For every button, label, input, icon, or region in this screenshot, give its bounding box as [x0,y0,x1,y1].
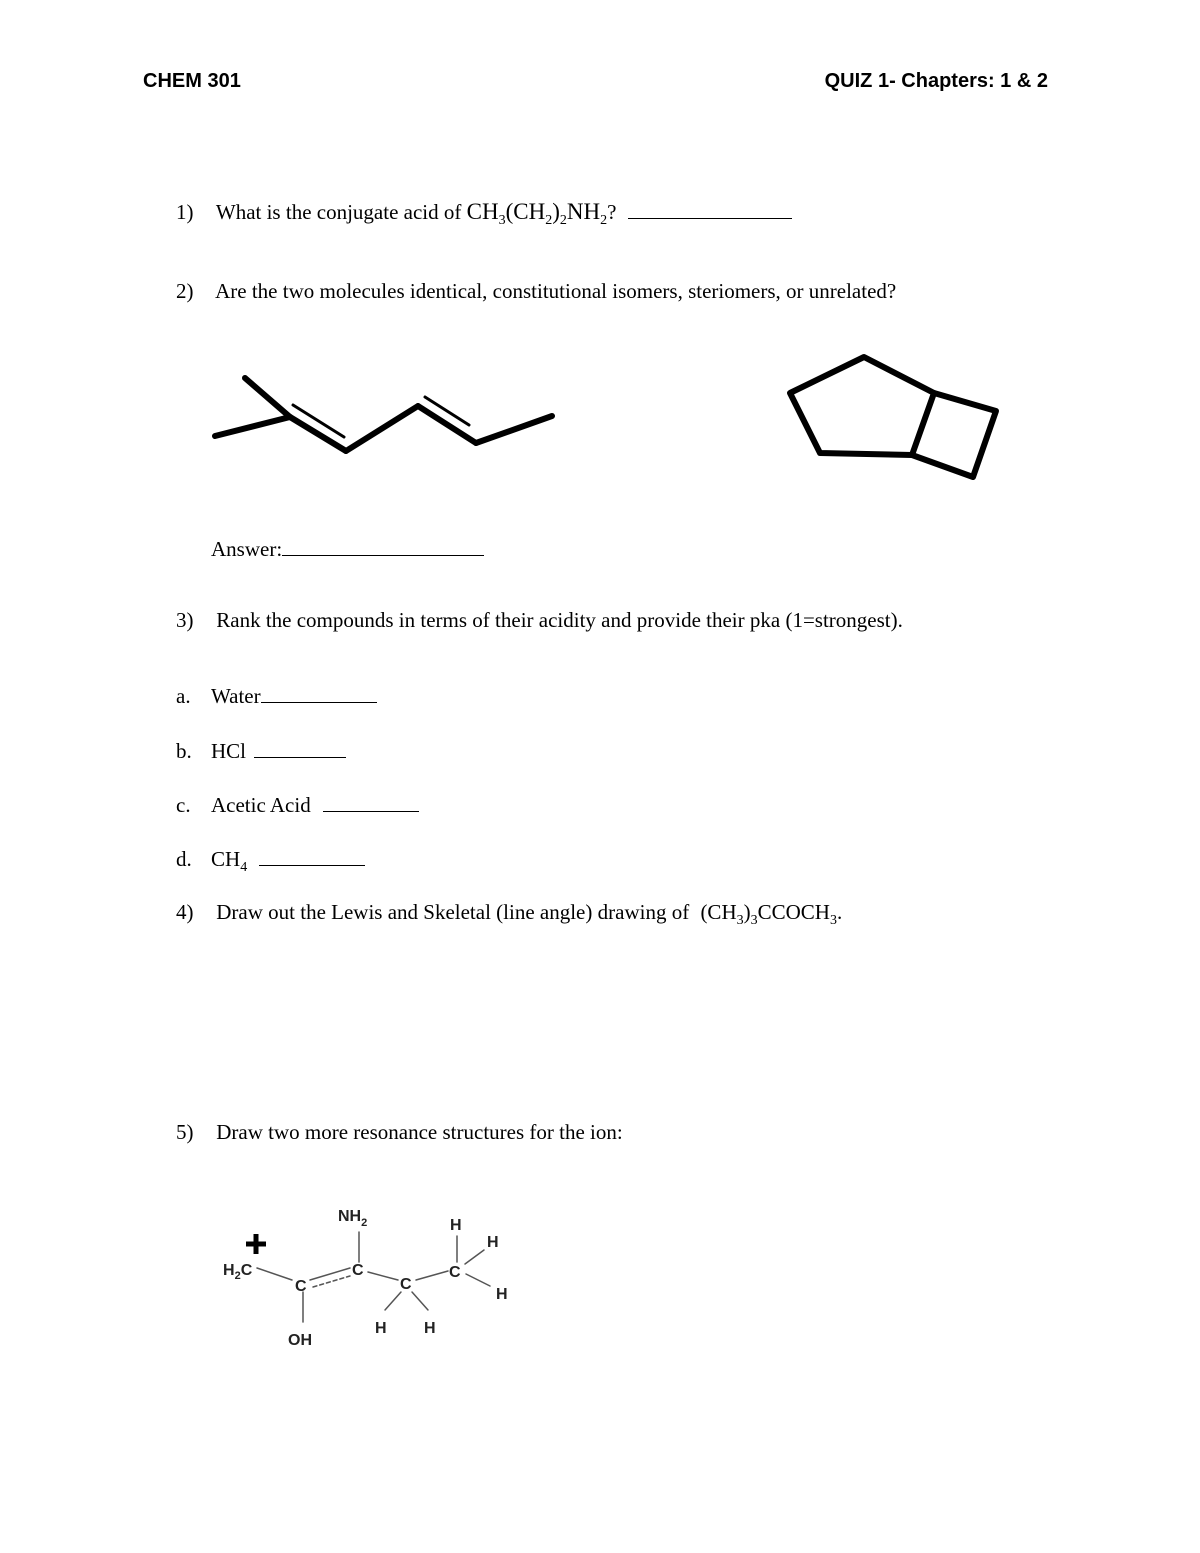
question-number: 1) [176,200,194,224]
atom-label: $NH_2$ [338,1208,368,1229]
question-text: Rank the compounds in terms of their acidity and provide their pka (1=strongest). [216,608,903,632]
atom-label: H [450,1217,462,1234]
question-number: 2) [176,279,194,303]
question-number: 4) [176,900,194,924]
atom-label: OH [288,1332,312,1349]
formula: $CH_3(CH_2)_2NH_2$ [466,199,608,228]
bond [412,1292,428,1310]
question-number: 5) [176,1120,194,1144]
atom-label: $H_2C$ [223,1262,253,1282]
question-text: What is the conjugate acid of [215,200,462,224]
formula: $(CH_3)_3CCOCH_3$. [700,900,843,928]
atom-label: C [400,1276,412,1293]
course-title: CHEM 301 [143,70,241,92]
question-number: 3) [176,608,194,632]
answer-label: Answer: [211,537,283,561]
question-text: Draw out the Lewis and Skeletal (line angle) drawing of [216,900,690,924]
bond [257,1268,292,1280]
bond [466,1274,490,1286]
question-text: Draw two more resonance structures for the ion: [216,1120,623,1144]
question-1: 1) What is the conjugate acid of $CH_3(CH_2)_2NH_2$? [176,200,792,228]
list-item: c. Acetic Acid [176,793,419,816]
quiz-title: QUIZ 1- Chapters: 1 & 2 [824,70,1048,92]
bond [368,1272,398,1280]
list-item: a. Water [176,684,377,707]
atom-label: H [375,1320,387,1337]
list-item: d. $CH_4$ [176,847,365,875]
bond [416,1271,448,1280]
bond [465,1250,484,1264]
positive-charge-icon [246,1234,266,1254]
bond [385,1292,401,1310]
atom-label: C [352,1262,364,1279]
question-text: Are the two molecules identical, constitutional isomers, steriomers, or unrelated? [215,279,897,303]
list-item: b. HCl [176,739,346,762]
atom-label: C [295,1278,307,1295]
atom-label: H [487,1234,499,1251]
atom-label: H [496,1286,508,1303]
atom-label: C [449,1264,461,1281]
atom-label: H [424,1320,436,1337]
